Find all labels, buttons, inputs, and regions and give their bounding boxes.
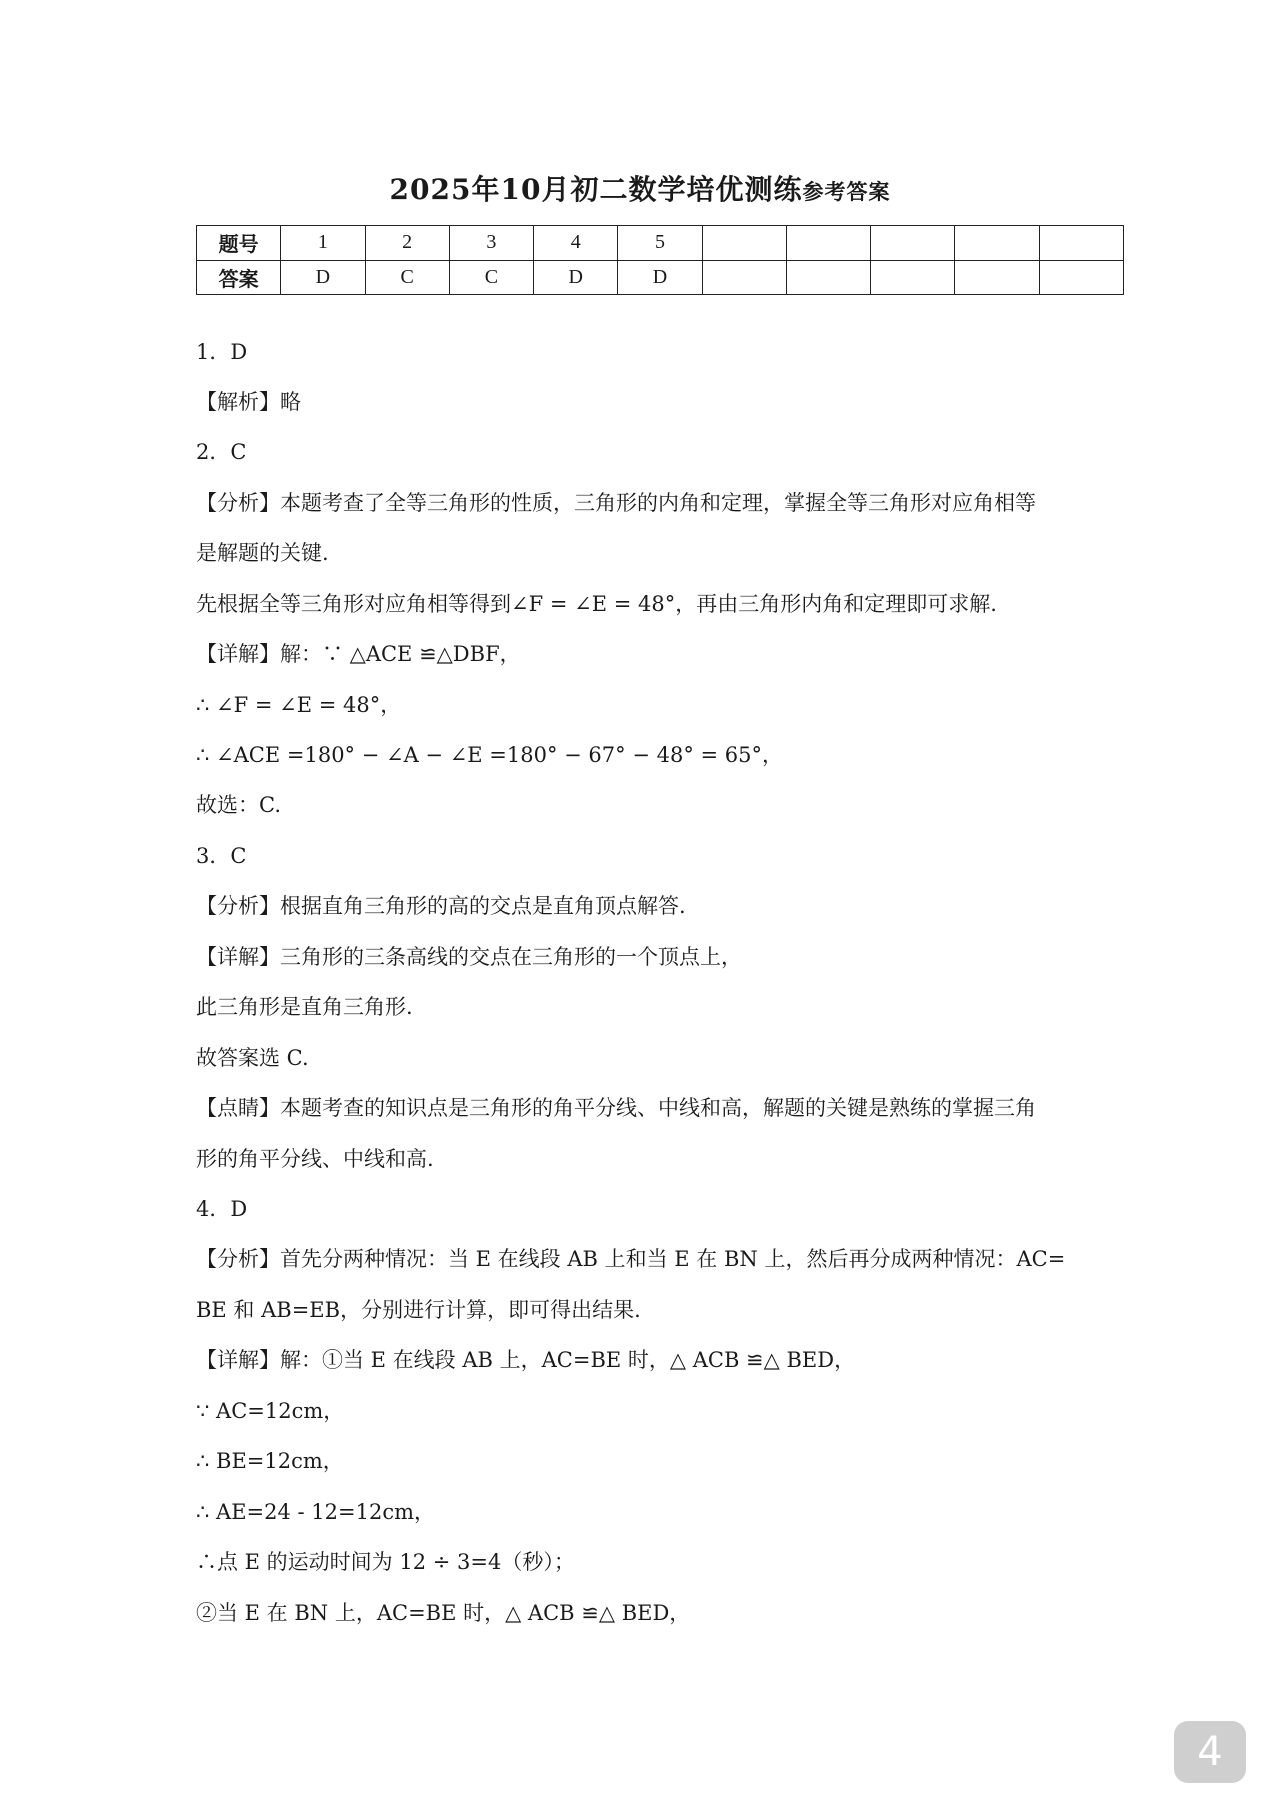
number-row [197,226,1124,261]
q4-case-2: ②当 E 在 BN 上，AC=BE 时，△ ACB ≌△ BED， [196,1601,691,1625]
row-label-answer: 答案 [197,260,281,295]
answer-cell [702,260,786,295]
q1-answer: 1．D [196,340,248,364]
question-number-cell: 4 [534,226,618,261]
answer-cell [1039,260,1123,295]
q4-answer: 4．D [196,1197,248,1221]
answer-table [196,225,1124,295]
question-number-cell: 1 [281,226,365,261]
q4-analysis: 【分析】首先分两种情况：当 E 在线段 AB 上和当 E 在 BN 上，然后再分成两种情况：AC= [196,1247,1066,1271]
page-number-badge: 4 [1174,1721,1246,1783]
question-number-cell: 2 [365,226,449,261]
question-number-cell: 3 [449,226,533,261]
q2-conclusion: 故选：C. [196,793,281,817]
q4-step-4: ∴点 E 的运动时间为 12 ÷ 3=4（秒）； [196,1550,575,1574]
q4-analysis-cont: BE 和 AB=EB，分别进行计算，即可得出结果. [196,1298,641,1322]
q4-step-1: ∵ AC=12cm， [196,1399,345,1423]
q4-step-3: ∴ AE=24 - 12=12cm， [196,1500,436,1524]
q3-conclusion: 故答案选 C. [196,1046,309,1070]
q3-detail-cont: 此三角形是直角三角形. [196,995,413,1019]
answer-cell [871,260,955,295]
answer-cell [955,260,1039,295]
question-number-cell: 5 [618,226,702,261]
question-number-cell [786,226,870,261]
answer-cell [786,260,870,295]
answer-cell: D [618,260,702,295]
q3-detail: 【详解】三角形的三条高线的交点在三角形的一个顶点上， [196,945,742,969]
q4-step-2: ∴ BE=12cm， [196,1449,344,1473]
q3-commentary: 【点睛】本题考查的知识点是三角形的角平分线、中线和高，解题的关键是熟练的掌握三角 [196,1096,1036,1120]
q2-analysis-cont: 是解题的关键. [196,541,329,565]
question-number-cell [702,226,786,261]
q3-commentary-cont: 形的角平分线、中线和高. [196,1147,434,1171]
question-number-cell [955,226,1039,261]
row-label-number: 题号 [197,226,281,261]
q2-step-2: ∴ ∠ACE =180° − ∠A − ∠E =180° − 67° − 48° = 65°， [196,743,783,767]
page-title [0,168,1280,208]
answer-row [197,260,1124,295]
q2-detail: 【详解】解：∵ △ACE ≌△DBF， [196,642,521,666]
q2-method: 先根据全等三角形对应角相等得到∠F = ∠E = 48°，再由三角形内角和定理即可求解. [196,592,997,616]
title-main: 2025年10月初二数学培优测练 [389,173,803,206]
title-sub: 参考答案 [802,179,891,204]
q2-step-1: ∴ ∠F = ∠E = 48°， [196,693,402,717]
q3-answer: 3．C [196,844,247,868]
answer-cell: C [449,260,533,295]
question-number-cell [1039,226,1123,261]
answer-cell: D [281,260,365,295]
q2-analysis: 【分析】本题考查了全等三角形的性质，三角形的内角和定理，掌握全等三角形对应角相等 [196,491,1036,515]
q2-answer: 2．C [196,440,247,464]
answer-cell: C [365,260,449,295]
question-number-cell [871,226,955,261]
q1-explanation: 【解析】略 [196,390,301,414]
answer-cell: D [534,260,618,295]
q3-analysis: 【分析】根据直角三角形的高的交点是直角顶点解答. [196,894,686,918]
q4-detail: 【详解】解：①当 E 在线段 AB 上，AC=BE 时，△ ACB ≌△ BED， [196,1348,856,1372]
